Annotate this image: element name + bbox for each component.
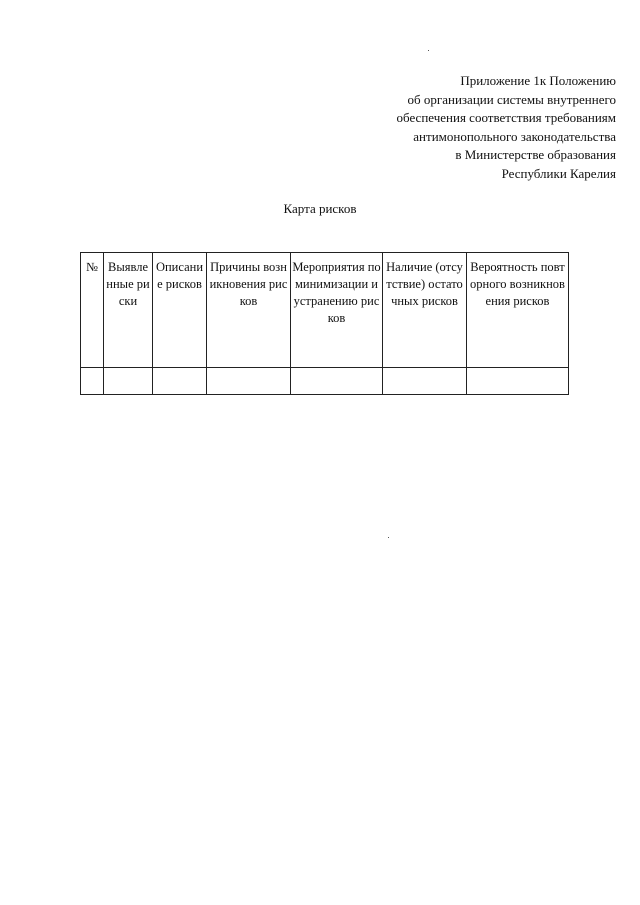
column-header-risk-description: Описание рисков <box>153 253 207 368</box>
appendix-header <box>316 72 616 183</box>
table-cell <box>104 368 153 395</box>
scan-speck-middle <box>388 537 389 538</box>
table-cell <box>207 368 291 395</box>
column-header-recurrence-probability: Вероятность повторного возникновения рисков <box>467 253 569 368</box>
column-header-mitigation-measures: Мероприятия по минимизации и устранению рисков <box>291 253 383 368</box>
risk-map-table <box>80 252 569 395</box>
table-row <box>81 368 569 395</box>
column-header-identified-risks: Выявленные риски <box>104 253 153 368</box>
table-cell <box>153 368 207 395</box>
document-title: Карта рисков <box>283 201 357 216</box>
appendix-line-6: Республики Карелия <box>501 165 616 181</box>
appendix-line-3: обеспечения соответствия требованиям <box>396 110 616 125</box>
table-cell <box>467 368 569 395</box>
scan-speck-top <box>428 50 429 51</box>
column-header-number: № <box>81 253 104 368</box>
appendix-line-5: в Министерстве образования <box>455 147 616 162</box>
column-header-risk-causes: Причины возникновения рисков <box>207 253 291 368</box>
column-header-residual-risks: Наличие (отсутствие) остаточных рисков <box>383 253 467 368</box>
appendix-line-4: антимонопольного законодательства <box>413 128 616 144</box>
appendix-line-2: об организации системы внутреннего <box>407 91 616 107</box>
table-header-row <box>81 253 569 368</box>
table-cell <box>81 368 104 395</box>
table-cell <box>383 368 467 395</box>
table-cell <box>291 368 383 395</box>
appendix-line-1: Приложение 1к Положению <box>460 73 616 88</box>
